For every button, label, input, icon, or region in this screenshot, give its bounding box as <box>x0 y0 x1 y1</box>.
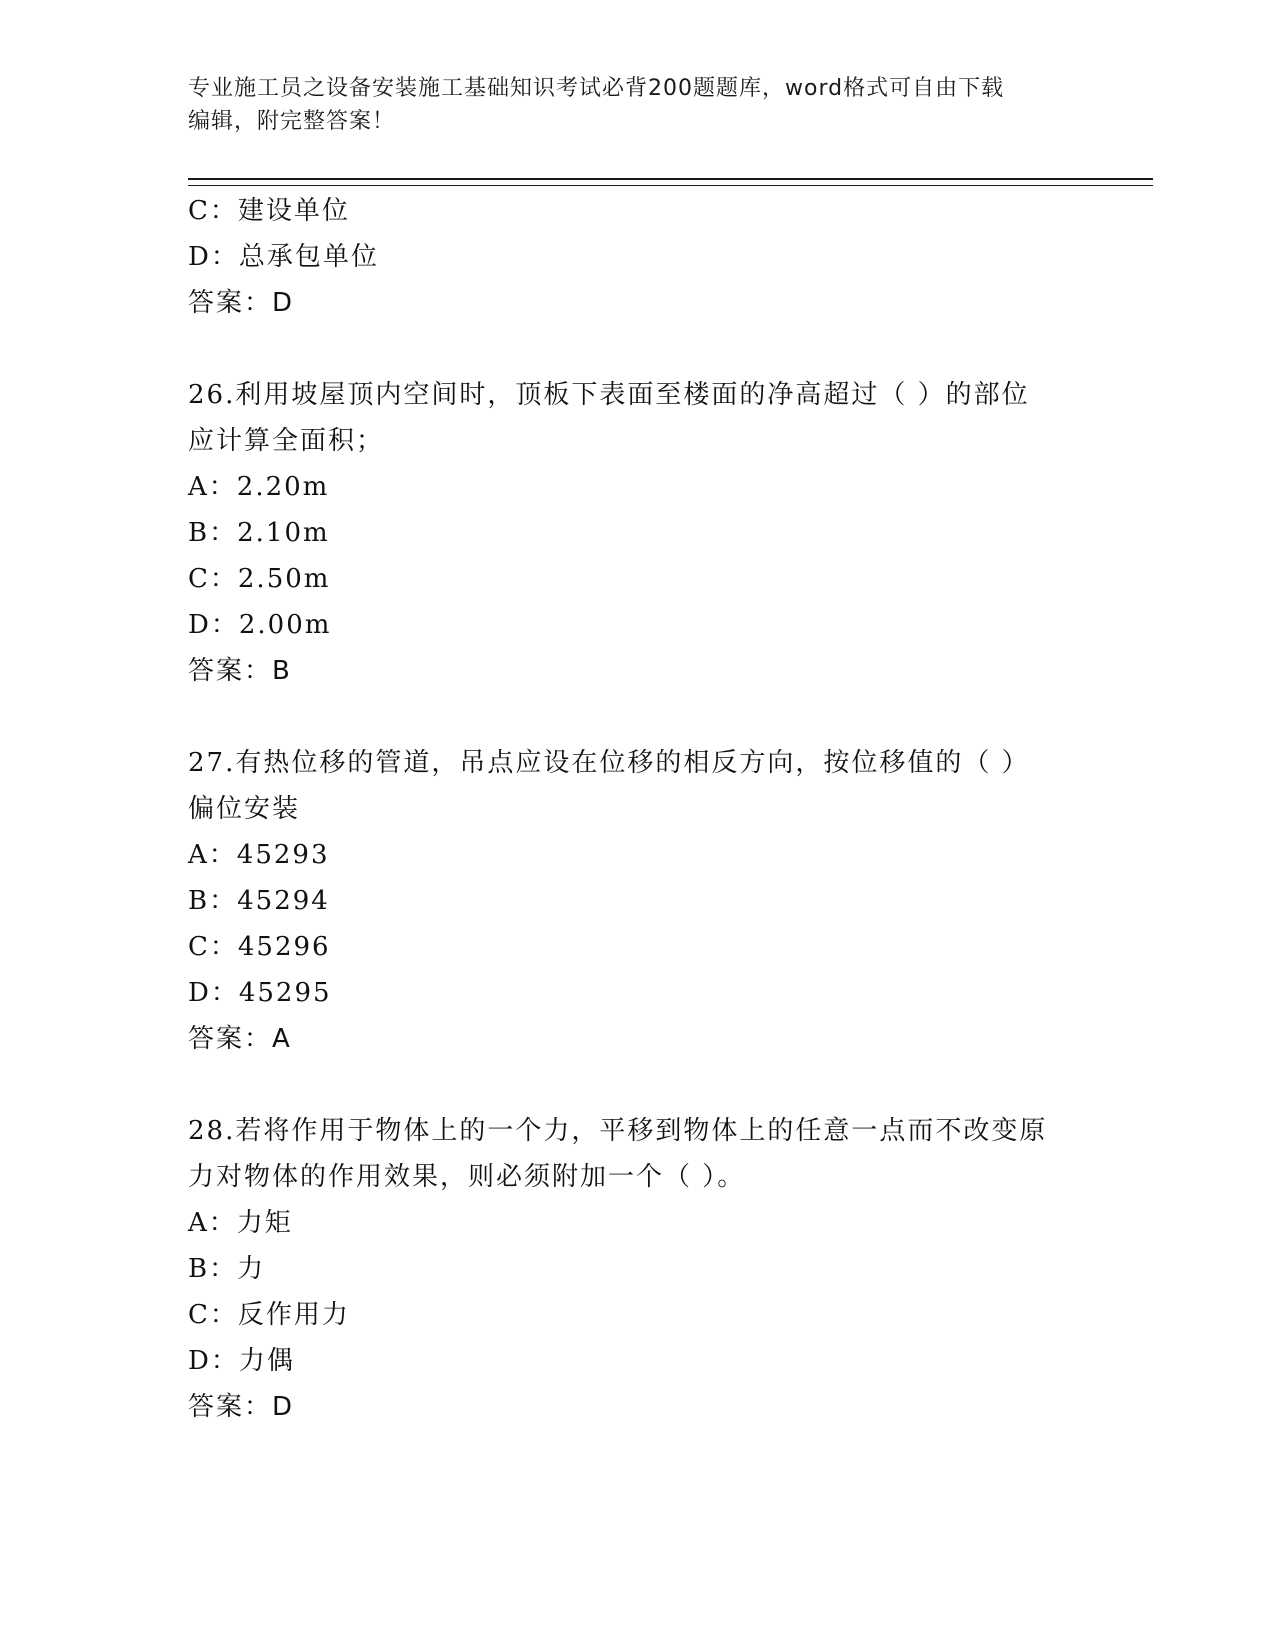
question-stem: 27.有热位移的管道，吊点应设在位移的相反方向，按位移值的（ ） <box>188 748 1030 778</box>
option-c: C：建设单位 <box>188 196 350 226</box>
option-c: C：45296 <box>188 932 331 962</box>
question-spacer <box>188 326 1088 372</box>
option-d: D：总承包单位 <box>188 242 379 272</box>
question-27 <box>188 740 1088 1062</box>
question-stem-continued: 应计算全面积； <box>188 426 385 456</box>
header-title-line-1: 专业施工员之设备安装施工基础知识考试必背200题题库，word格式可自由下载 <box>188 76 1005 101</box>
option-d: D：力偶 <box>188 1346 295 1376</box>
option-b: B：2.10m <box>188 518 330 548</box>
question-stem-continued: 力对物体的作用效果，则必须附加一个（ ）。 <box>188 1162 746 1192</box>
option-a: A：45293 <box>188 840 330 870</box>
option-c: C：反作用力 <box>188 1300 350 1330</box>
answer-line: 答案：D <box>188 288 295 318</box>
question-28 <box>188 1108 1088 1430</box>
question-26 <box>188 372 1088 694</box>
question-spacer <box>188 1062 1088 1108</box>
page-header <box>188 72 1068 138</box>
option-a: A：力矩 <box>188 1208 293 1238</box>
option-d: D：45295 <box>188 978 332 1008</box>
question-stem: 26.利用坡屋顶内空间时，顶板下表面至楼面的净高超过（ ）的部位 <box>188 380 1030 410</box>
document-body <box>188 188 1088 1430</box>
option-b: B：力 <box>188 1254 266 1284</box>
question-spacer <box>188 694 1088 740</box>
answer-line: 答案：B <box>188 656 292 686</box>
question-stem: 28.若将作用于物体上的一个力，平移到物体上的任意一点而不改变原 <box>188 1116 1048 1146</box>
option-c: C：2.50m <box>188 564 331 594</box>
option-b: B：45294 <box>188 886 330 916</box>
option-d: D：2.00m <box>188 610 332 640</box>
option-a: A：2.20m <box>188 472 330 502</box>
header-title-line-2: 编辑，附完整答案！ <box>188 109 396 134</box>
question-25-continued <box>188 188 1088 326</box>
answer-line: 答案：D <box>188 1392 295 1422</box>
question-stem-continued: 偏位安装 <box>188 794 301 824</box>
header-divider <box>188 178 1153 186</box>
answer-line: 答案：A <box>188 1024 292 1054</box>
